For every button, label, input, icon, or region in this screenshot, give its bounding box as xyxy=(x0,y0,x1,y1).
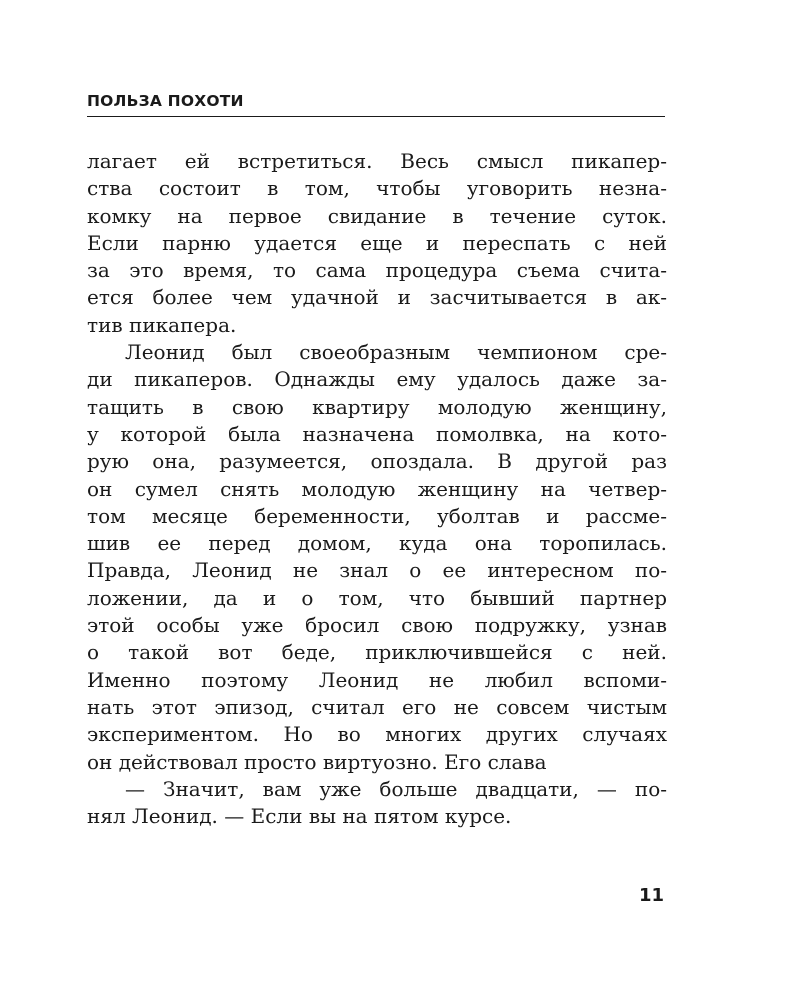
text-line: Правда, Леонид не знал о ее интересном по- xyxy=(87,558,667,583)
paragraph xyxy=(87,148,667,339)
text-line: рую она, разумеется, опоздала. В другой раз xyxy=(87,449,667,474)
text-line: Если парню удается еще и переспать с ней xyxy=(87,230,667,255)
text-line: том месяце беременности, уболтав и рассме- xyxy=(87,503,667,528)
text-line: он действовал просто виртуозно. Его слава xyxy=(87,749,547,774)
text-line: тив пикапера. xyxy=(87,312,237,337)
paragraph xyxy=(87,339,667,776)
text-line: ства состоит в том, чтобы уговорить незна- xyxy=(87,176,667,201)
text-line: он сумел снять молодую женщину на четвер- xyxy=(87,476,667,501)
text-line: у которой была назначена помолвка, на кото- xyxy=(87,421,667,446)
text-line: шив ее перед домом, куда она торопилась. xyxy=(87,531,667,556)
text-line: — Значит, вам уже больше двадцати, — по- xyxy=(125,776,667,801)
text-line: комку на первое свидание в течение суток. xyxy=(87,203,667,228)
text-line: ди пикаперов. Однажды ему удалось даже за- xyxy=(87,367,667,392)
text-line: ется более чем удачной и засчитывается в ак- xyxy=(87,285,667,310)
text-line: о такой вот беде, приключившейся с ней. xyxy=(87,640,667,665)
running-head-title: ПОЛЬЗА ПОХОТИ xyxy=(87,91,665,117)
paragraph xyxy=(87,776,667,831)
text-line: тащить в свою квартиру молодую женщину, xyxy=(87,394,667,419)
text-line: Леонид был своеобразным чемпионом сре- xyxy=(125,340,667,365)
body-text xyxy=(87,148,667,830)
text-line: этой особы уже бросил свою подружку, узнав xyxy=(87,613,667,638)
text-line: нял Леонид. — Если вы на пятом курсе. xyxy=(87,804,512,829)
text-line: за это время, то сама процедура съема счита- xyxy=(87,258,667,283)
text-line: Именно поэтому Леонид не любил вспоми- xyxy=(87,667,667,692)
page-number: 11 xyxy=(638,885,664,906)
text-line: нать этот эпизод, считал его не совсем чистым xyxy=(87,694,667,719)
text-line: экспериментом. Но во многих других случаях xyxy=(87,722,667,747)
text-line: лагает ей встретиться. Весь смысл пикапер- xyxy=(87,149,667,173)
text-line: ложении, да и о том, что бывший партнер xyxy=(87,585,667,610)
